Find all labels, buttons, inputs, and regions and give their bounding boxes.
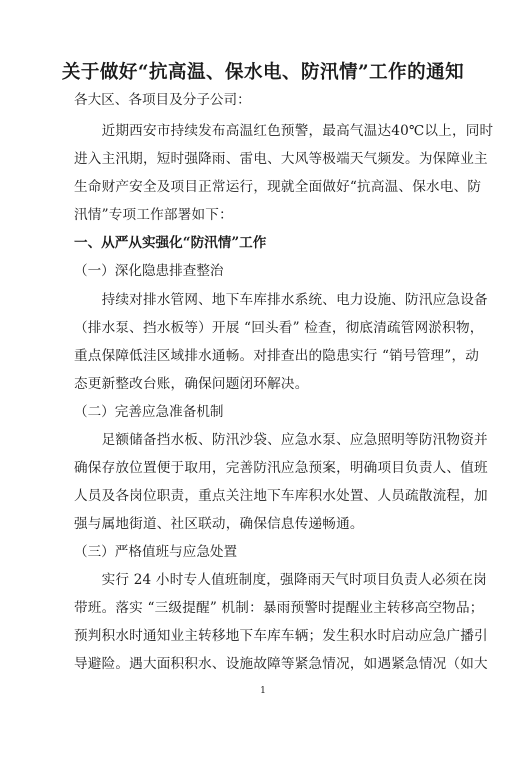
paragraph-line: 确保存放位置便于取用，完善防汛应急预案，明确项目负责人、值班	[74, 460, 488, 476]
paragraph-line: 人员及各岗位职责，重点关注地下车库积水处置、人员疏散流程，加	[74, 488, 488, 504]
paragraph-line: （排水泵、挡水板等）开展 “回头看” 检查，彻底清疏管网淤积物，	[74, 320, 484, 336]
paragraph-line: 导避险。遇大面积积水、设施故障等紧急情况，如遇紧急情况（如大	[74, 656, 488, 672]
paragraph-line: 重点保障低洼区域排水通畅。对排查出的隐患实行 “销号管理”，动	[74, 348, 480, 364]
paragraph-line: 足额储备挡水板、防汛沙袋、应急水泵、应急照明等防汛物资并	[74, 432, 488, 448]
paragraph-line: 持续对排水管网、地下车库排水系统、电力设施、防汛应急设备	[74, 292, 488, 308]
intro-line: 汛情”专项工作部署如下：	[74, 207, 233, 223]
paragraph-line: 带班。落实 “三级提醒” 机制：暴雨预警时提醒业主转移高空物品；	[74, 600, 484, 616]
paragraph-line: 实行 24 小时专人值班制度，强降雨天气时项目负责人必须在岗	[74, 572, 487, 588]
subsection-title: （三）严格值班与应急处置	[74, 544, 238, 560]
subsection-title: （二）完善应急准备机制	[74, 404, 224, 420]
page-number: 1	[260, 686, 266, 696]
paragraph-line: 强与属地街道、社区联动，确保信息传递畅通。	[74, 516, 364, 532]
subsection-title: （一）深化隐患排查整治	[74, 263, 224, 279]
document-title: 关于做好“抗高温、保水电、防汛情”工作的通知	[61, 62, 465, 83]
intro-line: 近期西安市持续发布高温红色预警，最高气温达40℃以上，同时	[74, 123, 494, 139]
paragraph-line: 态更新整改台账，确保问题闭环解决。	[74, 376, 309, 392]
intro-line: 进入主汛期，短时强降雨、雷电、大风等极端天气频发。为保障业主	[74, 151, 488, 167]
intro-line: 生命财产安全及项目正常运行，现就全面做好“抗高温、保水电、防	[74, 179, 482, 195]
salutation: 各大区、各项目及分子公司：	[74, 92, 251, 108]
section-heading: 一、从严从实强化“防汛情”工作	[74, 235, 267, 251]
paragraph-line: 预判积水时通知业主转移地下车库车辆；发生积水时启动应急广播引	[74, 628, 488, 644]
